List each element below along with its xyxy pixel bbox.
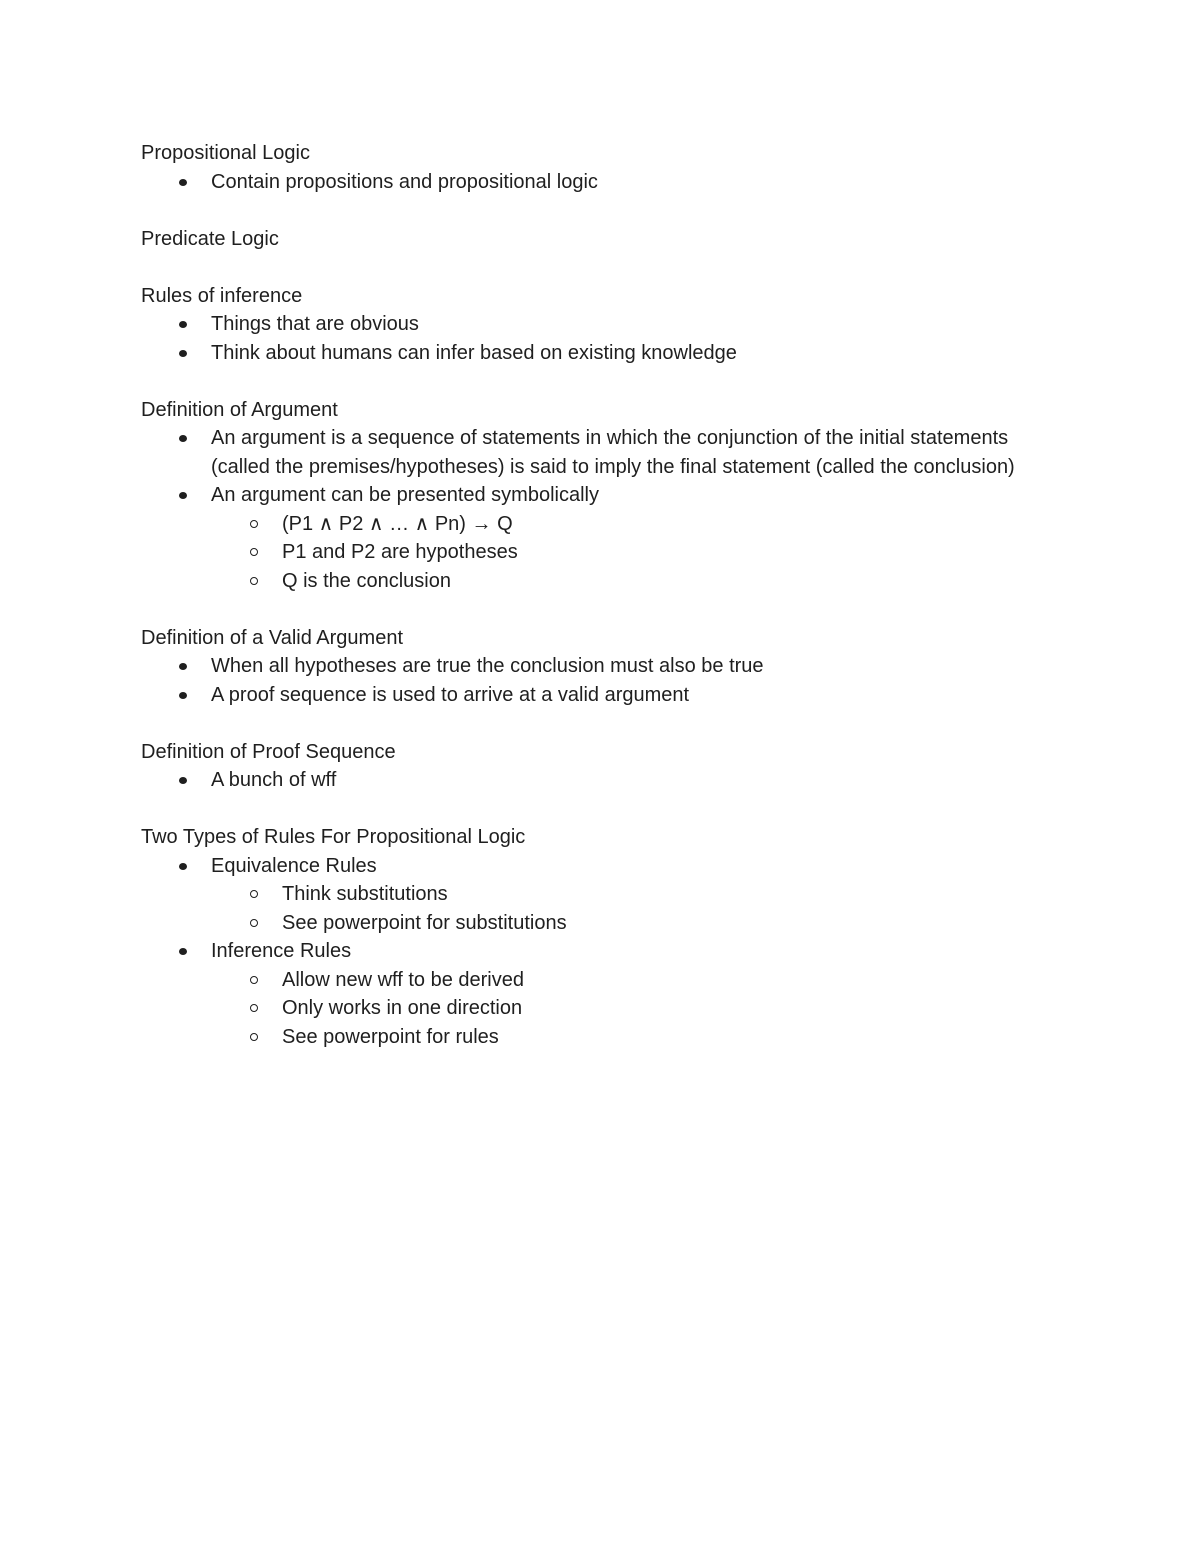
note-section xyxy=(141,282,1061,368)
bullet-item xyxy=(141,681,1061,710)
bullet-text: When all hypotheses are true the conclusion must also be true xyxy=(211,655,764,677)
sub-bullet-text: Allow new wff to be derived xyxy=(282,968,524,991)
sub-bullet-item xyxy=(141,994,1061,1023)
filled-bullet-icon xyxy=(179,435,187,442)
sub-bullet-list xyxy=(141,966,1061,1052)
filled-bullet-icon xyxy=(179,350,187,357)
bullet-item xyxy=(141,652,1061,681)
note-section xyxy=(141,624,1061,710)
section-heading: Predicate Logic xyxy=(141,227,279,250)
section-heading: Definition of Proof Sequence xyxy=(141,740,396,763)
filled-bullet-icon xyxy=(179,692,187,699)
note-section xyxy=(141,738,1061,795)
section-heading: Rules of inference xyxy=(141,284,303,307)
note-section xyxy=(141,823,1061,1051)
bullet-text: Think about humans can infer based on existing knowledge xyxy=(211,341,737,364)
bullet-text: An argument is a sequence of statements in which the conjunction of the initial statements (called the premises/hypotheses) is said to imply the final statement (called the conclusion) xyxy=(211,427,1015,478)
sub-bullet-item xyxy=(141,1023,1061,1052)
sub-bullet-item xyxy=(141,966,1061,995)
filled-bullet-icon xyxy=(179,863,187,870)
filled-bullet-icon xyxy=(179,321,187,328)
note-section xyxy=(141,139,1061,196)
hollow-bullet-icon xyxy=(250,1004,258,1012)
hollow-bullet-icon xyxy=(250,919,258,927)
bullet-item xyxy=(141,766,1061,795)
note-section xyxy=(141,396,1061,596)
sub-bullet-text: See powerpoint for substitutions xyxy=(282,911,567,934)
bullet-item xyxy=(141,424,1061,481)
section-heading: Definition of Argument xyxy=(141,398,338,421)
hollow-bullet-icon xyxy=(250,577,258,585)
bullet-text: An argument can be presented symbolically xyxy=(211,484,599,506)
bullet-text: A proof sequence is used to arrive at a valid argument xyxy=(211,683,690,706)
sub-bullet-text: See powerpoint for rules xyxy=(282,1025,499,1048)
bullet-item xyxy=(141,937,1061,1051)
bullet-text: Inference Rules xyxy=(211,940,352,962)
sub-bullet-item xyxy=(141,510,1061,539)
hollow-bullet-icon xyxy=(250,976,258,984)
bullet-list xyxy=(141,652,1061,709)
filled-bullet-icon xyxy=(179,663,187,670)
filled-bullet-icon xyxy=(179,179,187,186)
hollow-bullet-icon xyxy=(250,548,258,556)
sub-bullet-text: Think substitutions xyxy=(282,883,448,905)
sub-bullet-item xyxy=(141,567,1061,596)
sub-bullet-text: Only works in one direction xyxy=(282,997,523,1019)
hollow-bullet-icon xyxy=(250,520,258,528)
filled-bullet-icon xyxy=(179,777,187,784)
bullet-list xyxy=(141,310,1061,367)
sub-bullet-text: P1 and P2 are hypotheses xyxy=(282,541,518,563)
sub-bullet-item xyxy=(141,538,1061,567)
bullet-list xyxy=(141,168,1061,197)
bullet-list xyxy=(141,766,1061,795)
sub-bullet-text: (P1 ∧ P2 ∧ … ∧ Pn) → Q xyxy=(282,512,513,535)
note-section xyxy=(141,225,1061,254)
bullet-text: Equivalence Rules xyxy=(211,854,377,877)
sub-bullet-list xyxy=(141,880,1061,937)
bullet-list xyxy=(141,424,1061,595)
sub-bullet-list xyxy=(141,510,1061,596)
filled-bullet-icon xyxy=(179,492,187,499)
section-heading: Two Types of Rules For Propositional Logic xyxy=(141,826,526,848)
hollow-bullet-icon xyxy=(250,890,258,898)
bullet-item xyxy=(141,339,1061,368)
bullet-item xyxy=(141,481,1061,595)
bullet-list xyxy=(141,852,1061,1052)
bullet-text: Things that are obvious xyxy=(211,313,419,335)
sub-bullet-item xyxy=(141,909,1061,938)
bullet-text: A bunch of wff xyxy=(211,769,337,791)
bullet-item xyxy=(141,852,1061,938)
section-heading: Propositional Logic xyxy=(141,142,310,164)
bullet-text: Contain propositions and propositional logic xyxy=(211,170,598,193)
bullet-item xyxy=(141,310,1061,339)
filled-bullet-icon xyxy=(179,948,187,955)
document-body xyxy=(141,139,1061,1080)
bullet-item xyxy=(141,168,1061,197)
hollow-bullet-icon xyxy=(250,1033,258,1041)
sub-bullet-item xyxy=(141,880,1061,909)
sub-bullet-text: Q is the conclusion xyxy=(282,569,451,592)
section-heading: Definition of a Valid Argument xyxy=(141,626,404,649)
